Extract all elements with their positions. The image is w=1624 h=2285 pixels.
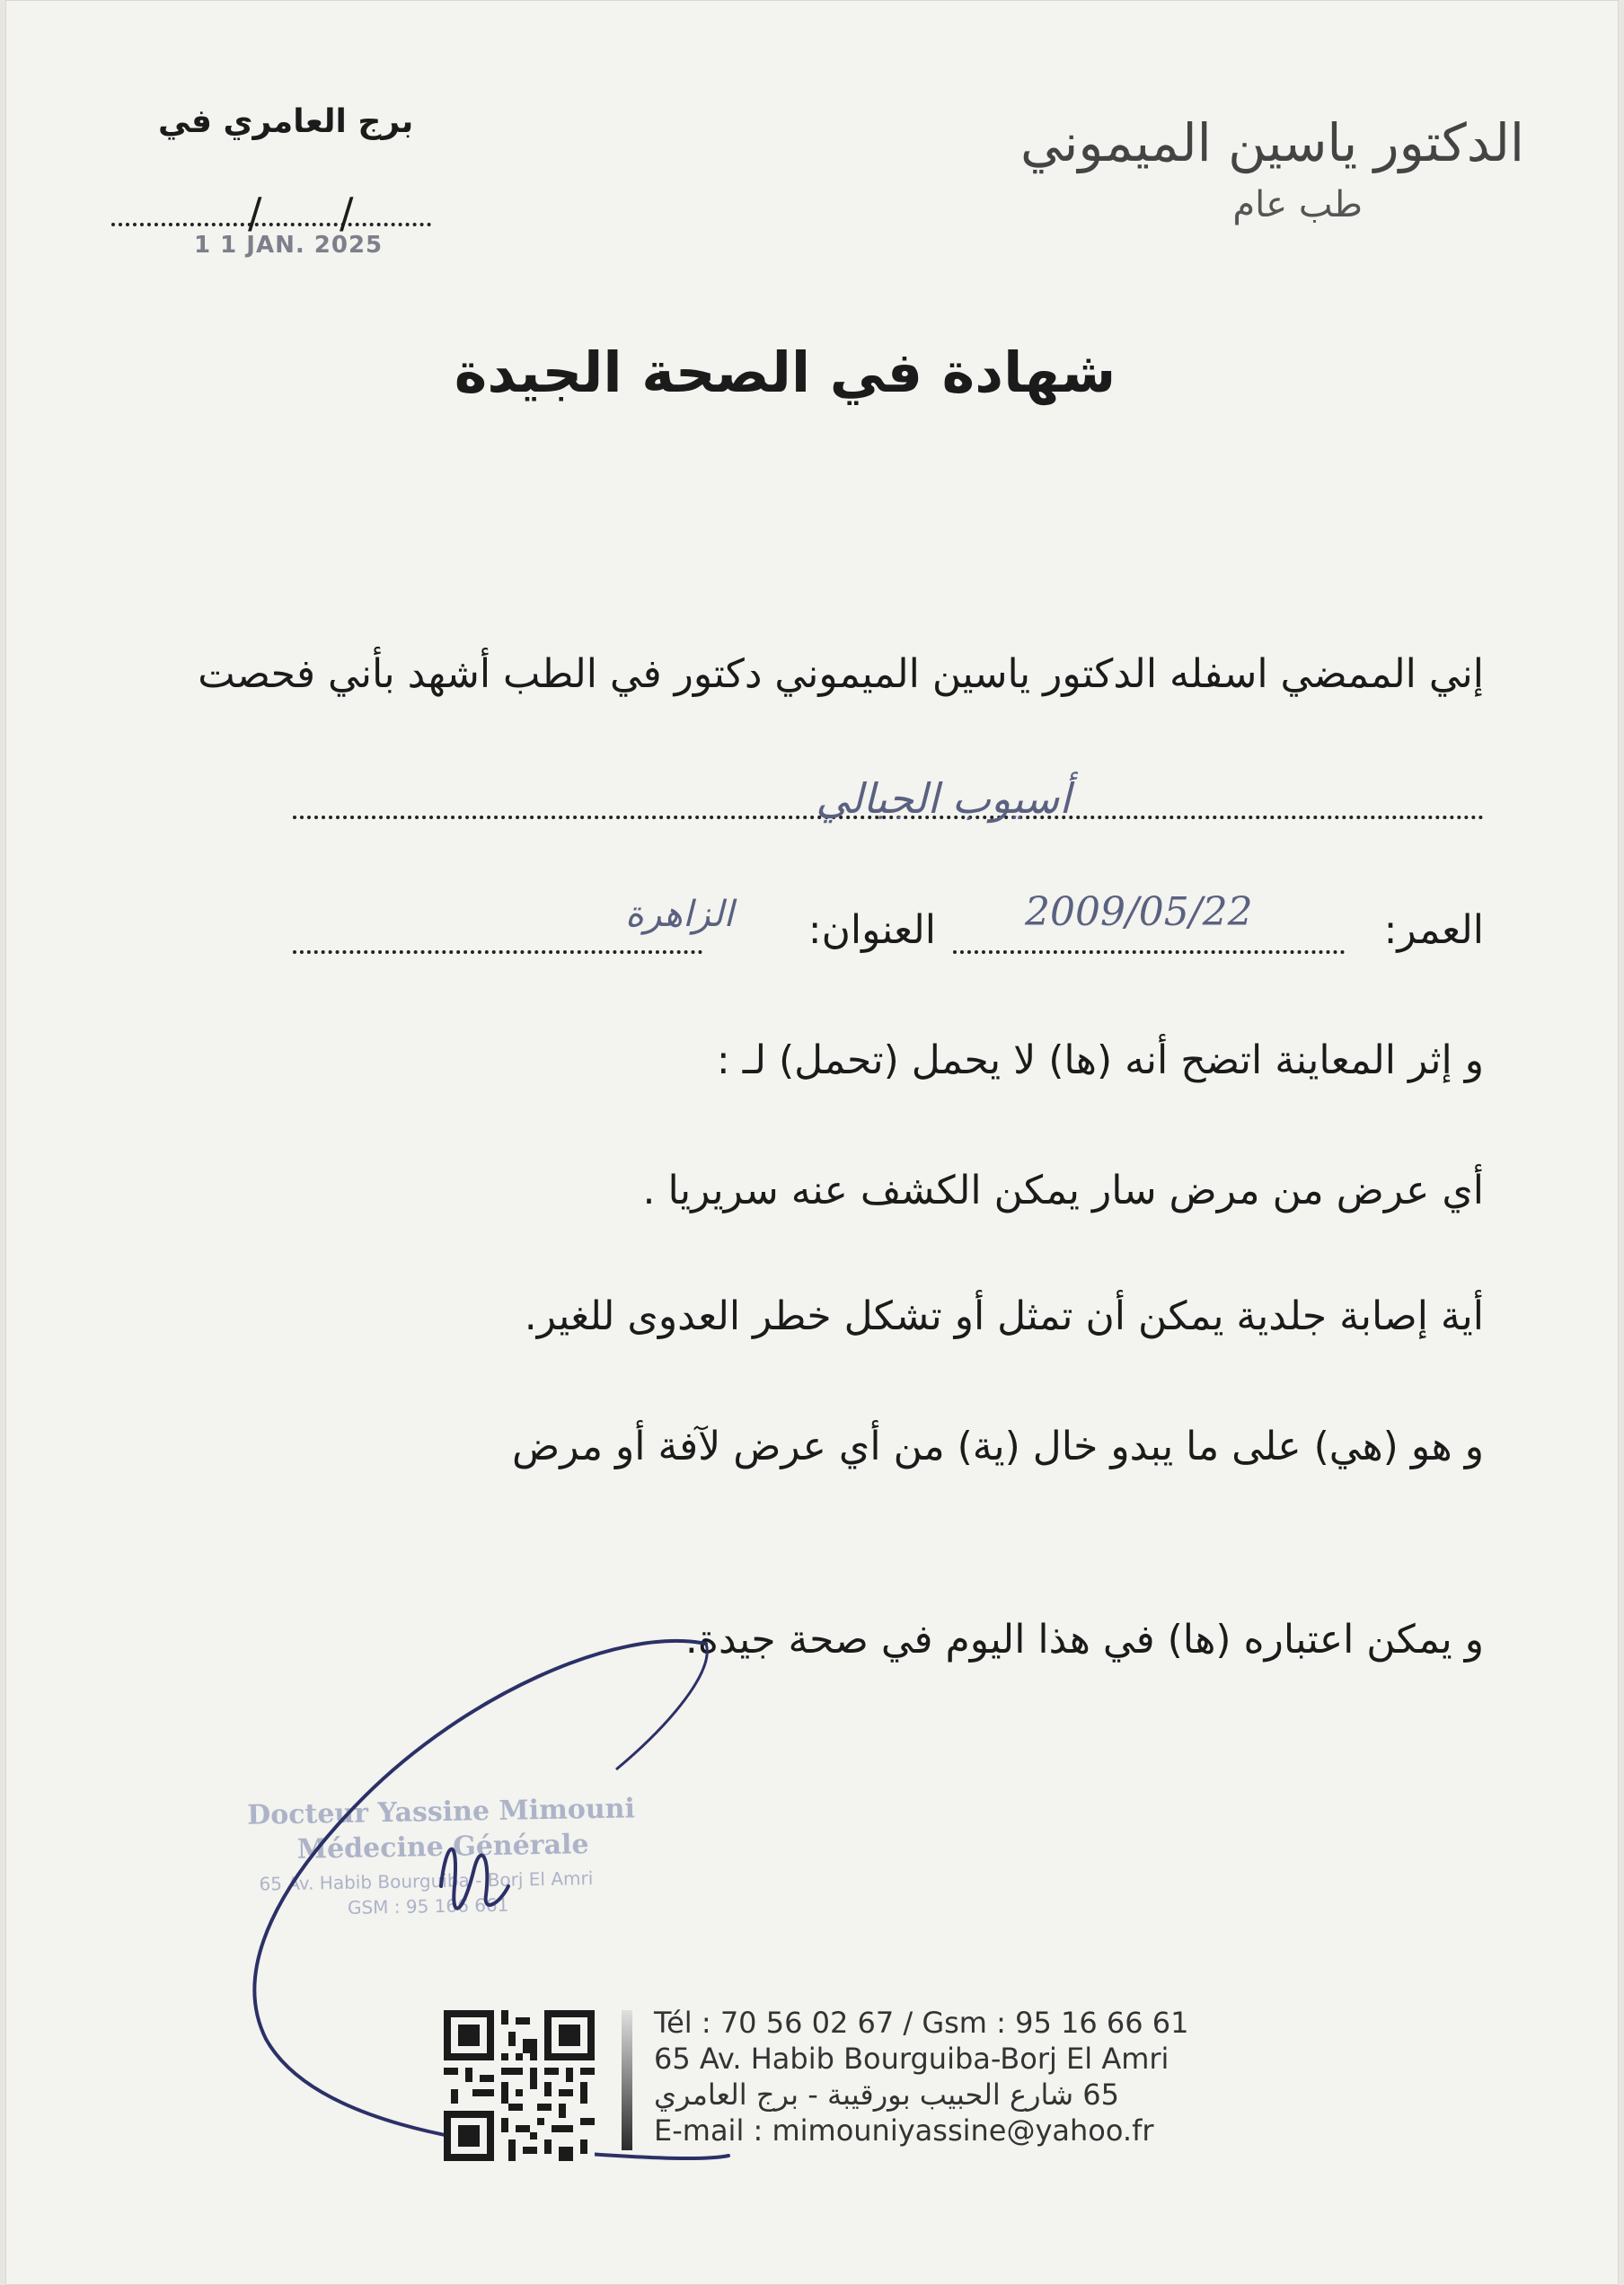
footer-contact [654,2005,1188,2148]
stamp-specialty: Médecine Générale [296,1829,589,1866]
doctor-name: الدكتور ياسين الميموني [1019,112,1524,173]
footer-divider [622,2010,632,2150]
conclusion-text: و يمكن اعتباره (ها) في هذا اليوم في صحة جيدة. [684,1617,1484,1663]
page-title [5,340,1619,405]
address-line [293,943,702,954]
stamp-gsm: GSM : 95 166 661 [347,1893,509,1919]
clause-text: و إثر المعاينة اتضح أنه (ها) لا يحمل (تحمل) لـ : [716,1037,1484,1083]
stamp-address: 65 Av. Habib Bourguiba - Borj El Amri [259,1867,594,1895]
footer-address-fr: 65 Av. Habib Bourguiba-Borj El Amri [654,2042,1169,2076]
doctor-specialty: طب عام [1232,184,1363,225]
date-separator: / [340,189,354,237]
address-value: الزاهرة [625,894,734,935]
address-label: العنوان: [808,907,936,953]
point-2: أية إصابة جلدية يمكن أن تمثل أو تشكل خطر العدوى للغير. [524,1293,1484,1339]
page-title-text: شهادة في الصحة الجيدة [454,340,1116,405]
certificate-sheet [5,0,1619,2285]
patient-name: أسيوب الجبالي [816,774,1071,823]
age-value: 2009/05/22 [1025,889,1253,935]
age-line [953,943,1345,954]
place-label: برج العامري في [158,103,414,140]
footer-phones: Tél : 70 56 02 67 / Gsm : 95 16 66 61 [654,2006,1189,2040]
intro-text: إني الممضي اسفله الدكتور ياسين الميموني دكتور في الطب أشهد بأني فحصت [198,651,1484,697]
qr-code-icon [444,2010,595,2161]
point-1: أي عرض من مرض سار يمكن الكشف عنه سريريا . [642,1168,1484,1213]
footer-email: E-mail : mimouniyassine@yahoo.fr [654,2113,1154,2148]
stamp-doctor-name: Docteur Yassine Mimouni [246,1793,636,1831]
point-3: و هو (هي) على ما يبدو خال (ية) من أي عرض لآفة أو مرض [512,1424,1484,1469]
date-stamp: 1 1 JAN. 2025 [194,232,384,259]
date-line [111,216,431,226]
footer-address-ar: 65 شارع الحبيب بورقيبة - برج العامري [654,2078,1119,2112]
date-separator: / [248,189,262,237]
age-label: العمر: [1383,907,1484,953]
